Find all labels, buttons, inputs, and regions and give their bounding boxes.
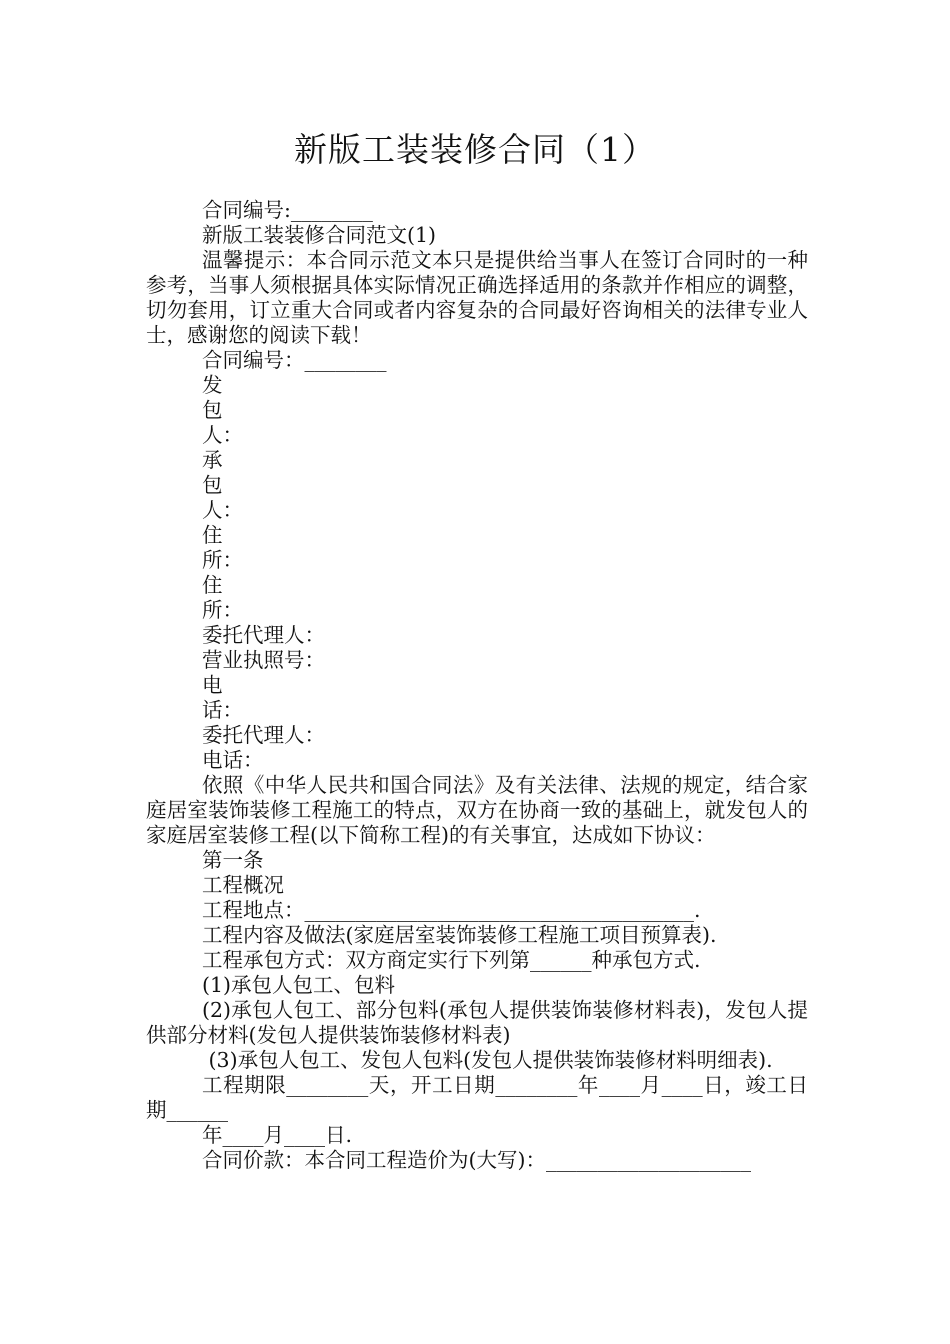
paragraph-mode-1: (1)承包人包工、包料 [202, 973, 396, 997]
paragraph-employer-3: 人： [202, 423, 243, 447]
paragraph-license-number: 营业执照号： [202, 648, 325, 672]
paragraph-phone-2: 电话： [202, 748, 264, 772]
paragraph-project-overview: 工程概况 [202, 873, 284, 897]
paragraph-address-2b: 所： [202, 598, 243, 622]
paragraph-address-2a: 住 [202, 573, 223, 597]
paragraph-employer-1: 发 [202, 373, 223, 397]
paragraph-notice: 温馨提示：本合同示范文本只是提供给当事人在签订合同时的一种参考，当事人须根据具体实际情况正确选择适用的条款并作相应的调整，切勿套用，订立重大合同或者内容复杂的合同最好咨询相关的法律专业人士，感谢您的阅读下载！ [146, 248, 808, 347]
paragraph-mode-3: (3)承包人包工、发包人包料(发包人提供装饰装修材料明细表). [202, 1048, 773, 1072]
paragraph-phone-1a: 电 [202, 673, 223, 697]
paragraph-agent-1: 委托代理人： [202, 623, 325, 647]
paragraph-contractor-3: 人： [202, 498, 243, 522]
paragraph-contract-number-2: 合同编号：________ [202, 348, 387, 372]
paragraph-contract-number: 合同编号:________ [202, 198, 373, 222]
paragraph-preamble: 依照《中华人民共和国合同法》及有关法律、法规的规定，结合家庭居室装饰装修工程施工的特点，双方在协商一致的基础上，就发包人的家庭居室装修工程(以下简称工程)的有关事宜，达成如下协议： [146, 773, 808, 847]
paragraph-employer-2: 包 [202, 398, 223, 422]
paragraph-contract-mode: 工程承包方式：双方商定实行下列第______种承包方式. [202, 948, 701, 972]
document-body [146, 198, 808, 1173]
paragraph-project-period: 工程期限________天，开工日期________年____月____日，竣工日期______ [146, 1073, 808, 1122]
document-title: 新版工装装修合同（1） [294, 130, 656, 169]
paragraph-article-one: 第一条 [202, 848, 264, 872]
paragraph-project-content: 工程内容及做法(家庭居室装饰装修工程施工项目预算表). [202, 923, 717, 947]
paragraph-mode-2: (2)承包人包工、部分包料(承包人提供装饰装修材料表)，发包人提供部分材料(发包人提供装饰装修材料表) [146, 998, 808, 1047]
paragraph-subtitle: 新版工装装修合同范文(1) [202, 223, 437, 247]
paragraph-contractor-2: 包 [202, 473, 223, 497]
paragraph-contractor-1: 承 [202, 448, 223, 472]
paragraph-project-location: 工程地点：______________________________________. [202, 898, 701, 922]
paragraph-phone-1b: 话： [202, 698, 243, 722]
paragraph-address-1b: 所： [202, 548, 243, 572]
paragraph-contract-price: 合同价款：本合同工程造价为(大写)：____________________ [202, 1148, 751, 1172]
paragraph-completion-date: 年____月____日. [202, 1123, 353, 1147]
paragraph-agent-2: 委托代理人： [202, 723, 325, 747]
paragraph-address-1a: 住 [202, 523, 223, 547]
